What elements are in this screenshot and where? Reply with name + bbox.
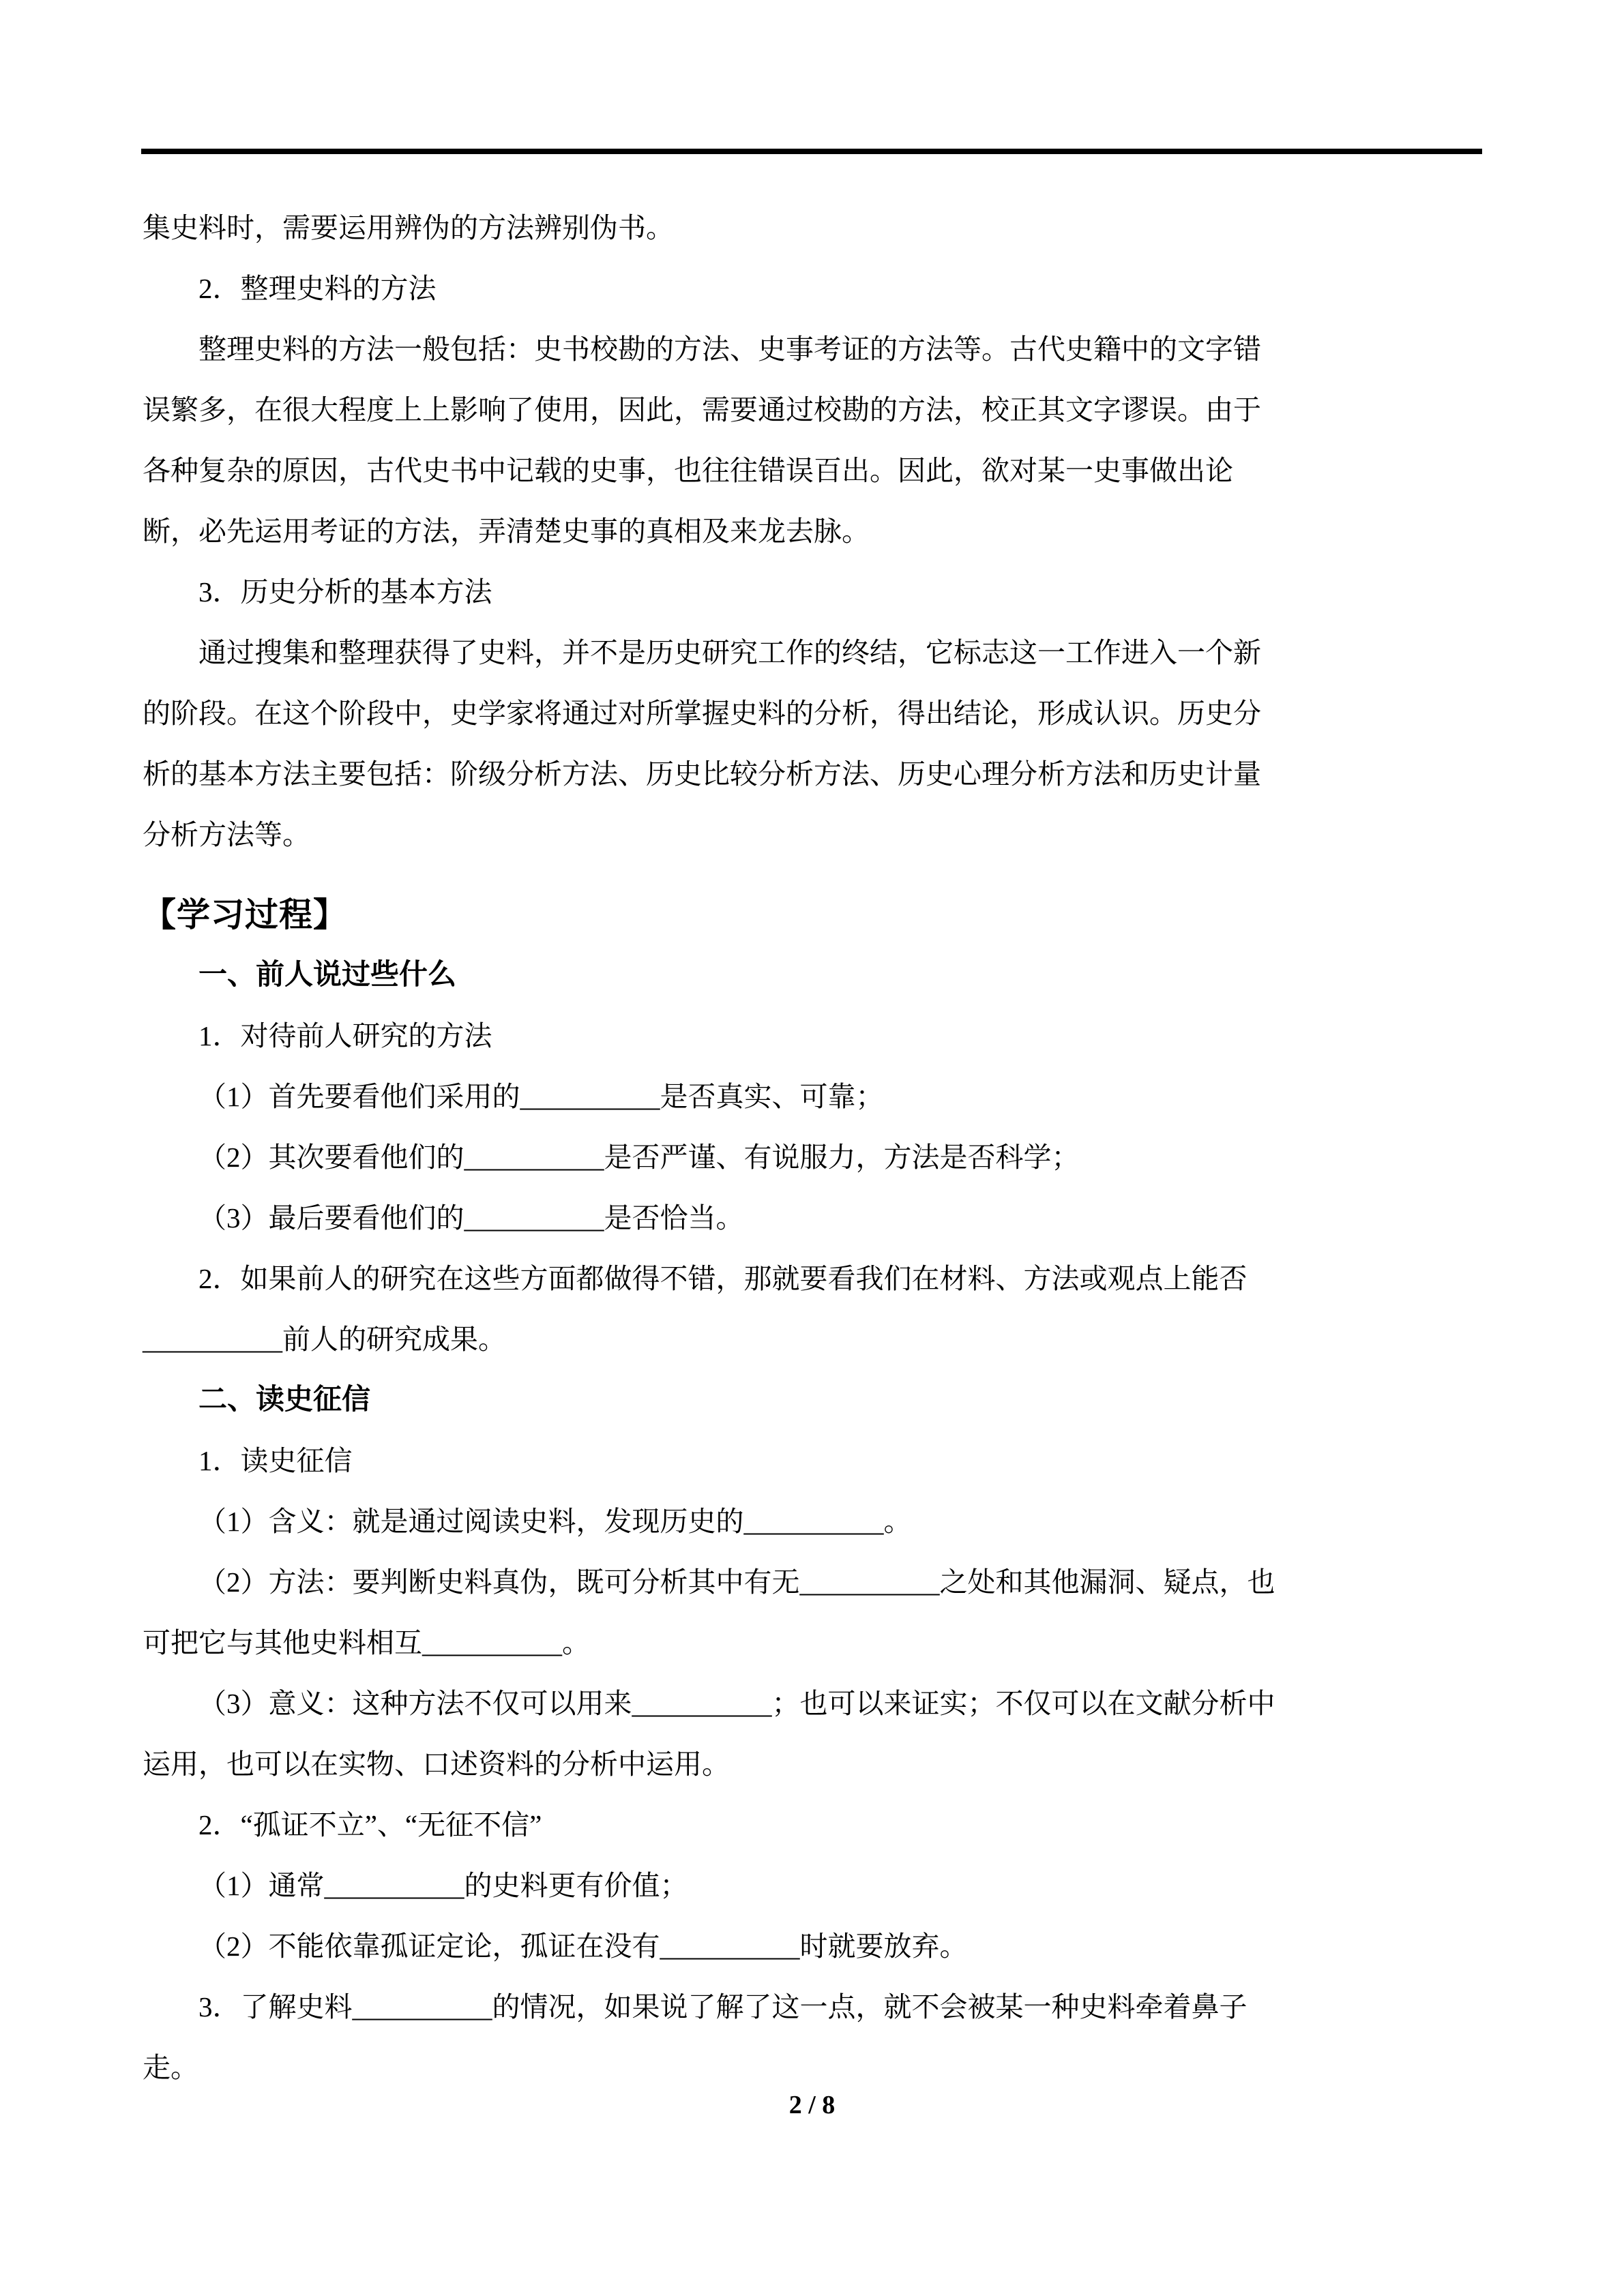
text-line: （1）首先要看他们采用的__________是否真实、可靠； xyxy=(198,1081,884,1112)
page-number: 2 / 8 xyxy=(788,2091,836,2119)
text-line: 的阶段。在这个阶段中，史学家将通过对所掌握史料的分析，得出结论，形成认识。历史分 xyxy=(143,698,1261,729)
text-line: 1．读史征信 xyxy=(198,1445,353,1476)
text-line: 走。 xyxy=(143,2052,198,2083)
document-body xyxy=(143,198,1483,2098)
text-line: __________前人的研究成果。 xyxy=(143,1324,506,1355)
text-line: （2）不能依靠孤证定论，孤证在没有__________时就要放弃。 xyxy=(198,1930,968,1962)
text-line: 各种复杂的原因，古代史书中记载的史事，也往往错误百出。因此，欲对某一史事做出论 xyxy=(143,455,1233,486)
text-line: 2．整理史料的方法 xyxy=(198,273,437,304)
text-line: 集史料时，需要运用辨伪的方法辨别伪书。 xyxy=(143,212,674,243)
text-line: 3．了解史料__________的情况，如果说了解了这一点，就不会被某一种史料牵着鼻子 xyxy=(198,1991,1247,2023)
section-title: 【学习过程】 xyxy=(143,896,348,934)
text-line: 断，必先运用考证的方法，弄清楚史事的真相及来龙去脉。 xyxy=(143,516,870,547)
header-rule xyxy=(141,149,1482,154)
text-line: 2．如果前人的研究在这些方面都做得不错，那就要看我们在材料、方法或观点上能否 xyxy=(198,1263,1247,1294)
text-line: （1）含义：就是通过阅读史料，发现历史的__________。 xyxy=(198,1506,912,1537)
text-line: （3）最后要看他们的__________是否恰当。 xyxy=(198,1202,744,1234)
text-line: 运用，也可以在实物、口述资料的分析中运用。 xyxy=(143,1748,730,1780)
text-line: 可把它与其他史料相互__________。 xyxy=(143,1627,590,1658)
text-line: 3．历史分析的基本方法 xyxy=(198,576,492,608)
text-line: 析的基本方法主要包括：阶级分析方法、历史比较分析方法、历史心理分析方法和历史计量 xyxy=(143,758,1261,790)
text-line: 误繁多，在很大程度上上影响了使用，因此，需要通过校勘的方法，校正其文字谬误。由于 xyxy=(143,394,1261,426)
text-line: 通过搜集和整理获得了史料，并不是历史研究工作的终结，它标志这一工作进入一个新 xyxy=(198,637,1261,668)
subsection-heading: 一、前人说过些什么 xyxy=(198,959,457,991)
subsection-heading: 二、读史征信 xyxy=(198,1384,371,1416)
page-footer xyxy=(0,2088,1624,2122)
text-line: 1．对待前人研究的方法 xyxy=(198,1020,492,1052)
text-line: 整理史料的方法一般包括：史书校勘的方法、史事考证的方法等。古代史籍中的文字错 xyxy=(198,333,1261,365)
text-line: （2）其次要看他们的__________是否严谨、有说服力，方法是否科学； xyxy=(198,1142,1080,1173)
text-line: 分析方法等。 xyxy=(143,819,310,850)
text-line: （1）通常__________的史料更有价值； xyxy=(198,1870,688,1901)
text-line: 2．“孤证不立”、“无征不信” xyxy=(198,1809,542,1840)
text-line: （2）方法：要判断史料真伪，既可分析其中有无__________之处和其他漏洞、疑点，也 xyxy=(198,1566,1275,1598)
text-line: （3）意义：这种方法不仅可以用来__________；也可以来证实；不仅可以在文献分析中 xyxy=(198,1688,1275,1719)
